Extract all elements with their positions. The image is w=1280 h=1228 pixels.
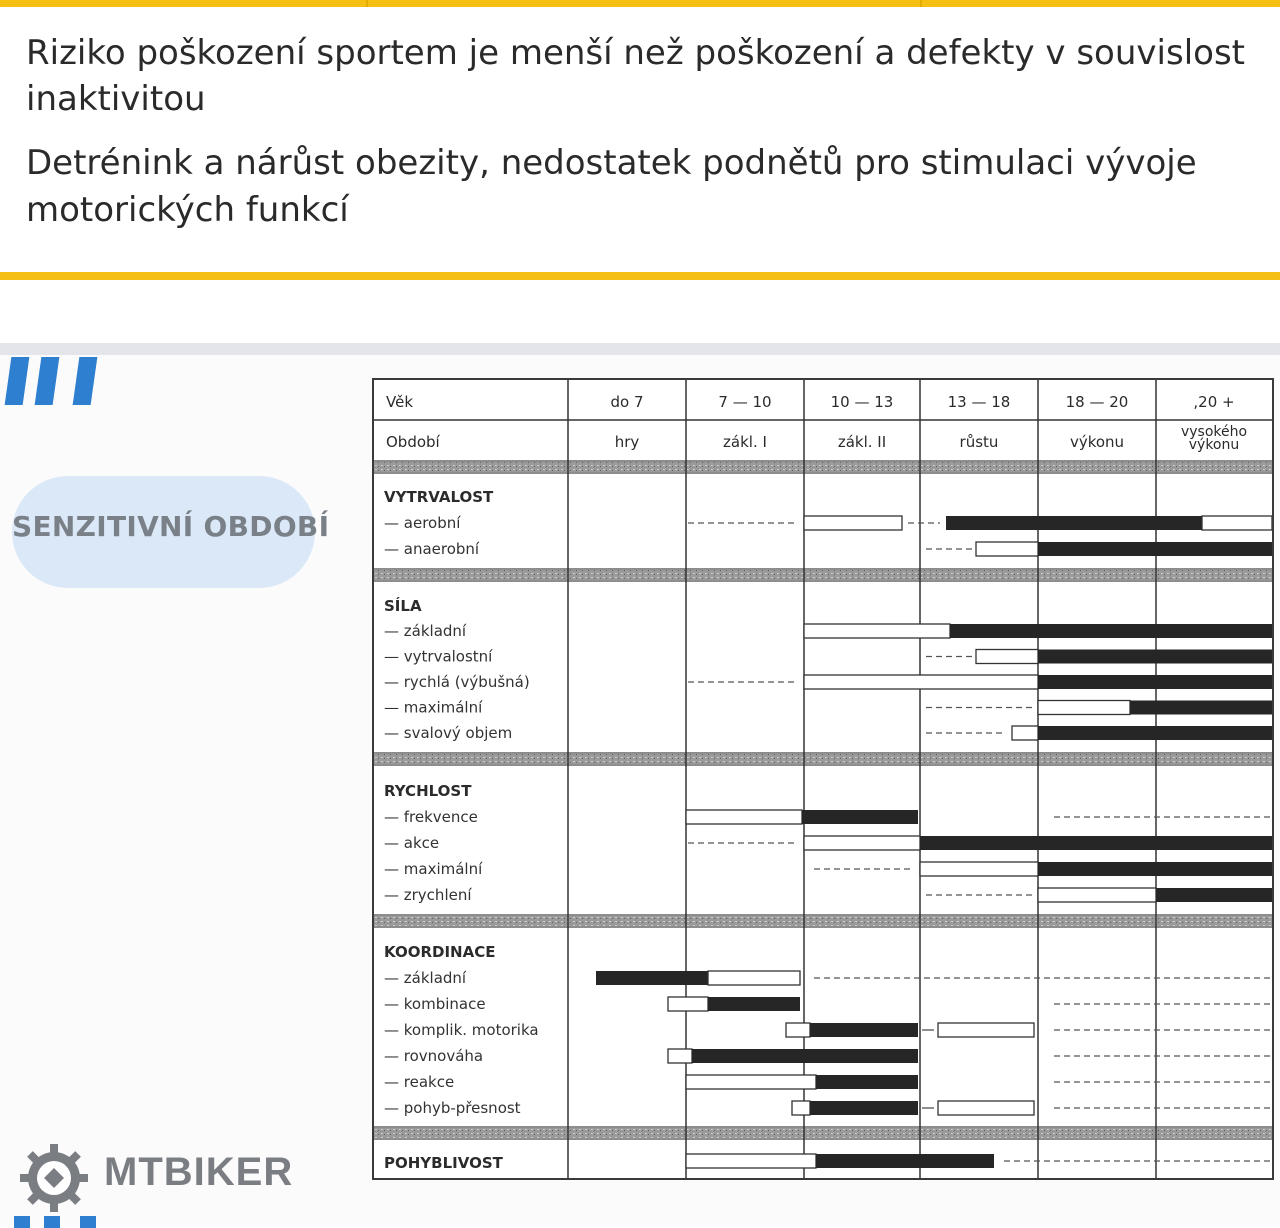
pill-label: SENZITIVNÍ OBDOBÍ (12, 510, 330, 543)
early-phase-bar (920, 862, 1038, 876)
ability-label: — rovnováha (384, 1047, 484, 1065)
section-title: VYTRVALOST (384, 488, 494, 506)
early-phase-bar (1202, 516, 1272, 530)
mtbiker-logo-text: MTBIKER (104, 1150, 294, 1194)
early-phase-bar (1038, 701, 1130, 715)
ability-label: — aerobní (384, 514, 461, 532)
slide-text-line4: motorických funkcí (26, 190, 349, 230)
early-phase-bar (976, 542, 1038, 556)
optimal-phase-bar (1130, 701, 1272, 715)
optimal-phase-bar (1038, 726, 1272, 740)
top-rule-tick (920, 0, 922, 7)
ability-label: — základní (384, 969, 467, 987)
section-separator-texture (374, 916, 1272, 926)
slide-gap (0, 280, 1280, 343)
header-age-cell: ,20 + (1193, 393, 1235, 411)
header-period-cell: výkonu (1188, 437, 1240, 453)
early-phase-bar (804, 624, 950, 638)
ability-label: — zrychlení (384, 886, 472, 904)
optimal-phase-bar (816, 1075, 918, 1089)
header-age-cell: 13 — 18 (947, 393, 1011, 411)
bottom-yellow-rule (0, 272, 1280, 280)
optimal-phase-bar (1038, 650, 1272, 664)
optimal-phase-bar (708, 997, 800, 1011)
header-age-cell: 7 — 10 (718, 393, 772, 411)
early-phase-bar (1012, 726, 1038, 740)
ability-label: — maximální (384, 860, 483, 878)
early-phase-bar (686, 810, 802, 824)
header-period-cell: Období (386, 433, 440, 451)
header-period-cell: hry (614, 433, 640, 451)
ability-label: — rychlá (výbušná) (384, 673, 530, 691)
ability-label: — maximální (384, 698, 483, 717)
header-period-cell: zákl. I (723, 433, 767, 451)
optimal-phase-bar (1038, 862, 1272, 876)
slide-text-line2: inaktivitou (26, 79, 206, 119)
gear-icon (18, 1142, 90, 1218)
slide-text-line3: Detrénink a nárůst obezity, nedostatek podnětů pro stimulaci vývoje (26, 143, 1197, 183)
optimal-phase-bar (1038, 675, 1272, 689)
optimal-phase-bar (920, 836, 1272, 850)
section-title: KOORDINACE (384, 943, 496, 961)
optimal-phase-bar (816, 1154, 994, 1168)
section-title: SÍLA (384, 597, 422, 615)
section-separator-texture (374, 754, 1272, 764)
early-phase-bar (804, 516, 902, 530)
header-age-cell: 18 — 20 (1065, 393, 1129, 411)
ability-label: — anaerobní (384, 540, 480, 558)
early-phase-bar (792, 1101, 810, 1115)
top-rule-tick (366, 0, 368, 7)
early-phase-bar (708, 971, 800, 985)
early-phase-bar (686, 1154, 816, 1168)
optimal-phase-bar (810, 1101, 918, 1115)
optimal-phase-bar (950, 624, 1272, 638)
header-period-cell: výkonu (1069, 433, 1125, 451)
table-svg (374, 380, 1272, 1178)
ability-label: — frekvence (384, 808, 478, 826)
section-separator-texture (374, 462, 1272, 472)
header-period-cell: vysokého (1180, 424, 1248, 440)
optimal-phase-bar (1156, 888, 1272, 902)
section-title: RYCHLOST (384, 782, 472, 800)
section-separator-texture (374, 570, 1272, 580)
optimal-phase-bar (946, 516, 1202, 530)
early-phase-bar (976, 650, 1038, 664)
section-title: POHYBLIVOST (384, 1154, 503, 1172)
early-phase-bar (686, 1075, 816, 1089)
top-yellow-rule (0, 0, 1280, 7)
ability-label: — svalový objem (384, 724, 513, 742)
optimal-phase-bar (1038, 542, 1272, 556)
header-period-cell: zákl. II (837, 433, 887, 451)
ability-label: — akce (384, 834, 440, 852)
early-phase-bar (804, 836, 920, 850)
ability-label: — reakce (384, 1073, 455, 1091)
slide-text-line1: Riziko poškození sportem je menší než poškození a defekty v souvislost (26, 33, 1245, 73)
section-separator-texture (374, 1128, 1272, 1138)
ability-label: — kombinace (384, 995, 486, 1013)
ability-label: — komplik. motorika (384, 1021, 539, 1039)
ability-label: — pohyb-přesnost (384, 1099, 521, 1117)
early-phase-bar (668, 1049, 692, 1063)
early-phase-bar (786, 1023, 810, 1037)
early-phase-bar (668, 997, 708, 1011)
early-phase-bar (938, 1101, 1034, 1115)
optimal-phase-bar (802, 810, 918, 824)
header-age-cell: 10 — 13 (830, 393, 894, 411)
early-phase-bar (1038, 888, 1156, 902)
sensitive-periods-table (372, 378, 1274, 1180)
header-age-cell: do 7 (610, 393, 644, 411)
optimal-phase-bar (596, 971, 708, 985)
ability-label: — vytrvalostní (384, 647, 493, 666)
early-phase-bar (938, 1023, 1034, 1037)
early-phase-bar (804, 675, 1038, 689)
optimal-phase-bar (692, 1049, 918, 1063)
ability-label: — základní (384, 622, 467, 640)
header-period-cell: růstu (959, 433, 999, 451)
optimal-phase-bar (810, 1023, 918, 1037)
header-age-cell: Věk (386, 393, 414, 411)
